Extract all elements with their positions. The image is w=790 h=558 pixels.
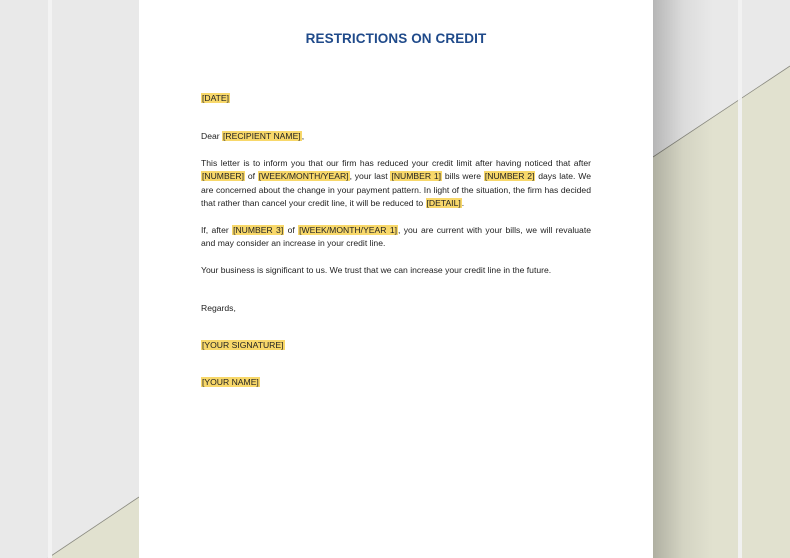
number-3-placeholder: [NUMBER 3] [233, 225, 284, 235]
text: of [284, 225, 299, 235]
salutation [201, 130, 591, 143]
text: This letter is to inform you that our firm has reduced your credit limit after having noticed that after [201, 158, 591, 168]
paragraph-1 [201, 157, 591, 211]
paragraph-2 [201, 224, 591, 251]
text: of [245, 171, 258, 182]
paragraph-3: Your business is significant to us. We trust that we can increase your credit line in the future. [201, 265, 552, 275]
text: bills were [442, 171, 484, 182]
closing: Regards, [201, 303, 236, 313]
document-page [139, 0, 653, 558]
detail-placeholder: [DETAIL] [426, 198, 461, 209]
salutation-suffix: , [301, 131, 305, 141]
signature-line [201, 339, 591, 352]
name-placeholder: [YOUR NAME] [202, 377, 259, 387]
text: , you are current with your bills, we will revaluate and may consider an increase in your credit line. [201, 225, 592, 249]
period-placeholder: [WEEK/MONTH/YEAR] [258, 171, 349, 182]
date-placeholder: [DATE] [202, 93, 230, 103]
period-1-placeholder: [WEEK/MONTH/YEAR 1] [299, 225, 397, 235]
salutation-prefix: Dear [201, 131, 223, 141]
signature-placeholder: [YOUR SIGNATURE] [202, 340, 284, 350]
number-placeholder: [NUMBER] [202, 171, 245, 182]
date-line [201, 92, 591, 105]
name-line [201, 376, 591, 389]
text: . [461, 198, 465, 209]
recipient-placeholder: [RECIPIENT NAME] [223, 131, 301, 141]
text: If, after [201, 225, 233, 235]
text: days late. We are concerned about the change in your payment pattern. In light of the situation, the firm has decided that rather than cancel your credit line, it will be reduced to [201, 171, 591, 209]
text: , your last [349, 171, 391, 182]
document-title: RESTRICTIONS ON CREDIT [305, 31, 487, 46]
number-1-placeholder: [NUMBER 1] [391, 171, 442, 182]
number-2-placeholder: [NUMBER 2] [484, 171, 535, 182]
